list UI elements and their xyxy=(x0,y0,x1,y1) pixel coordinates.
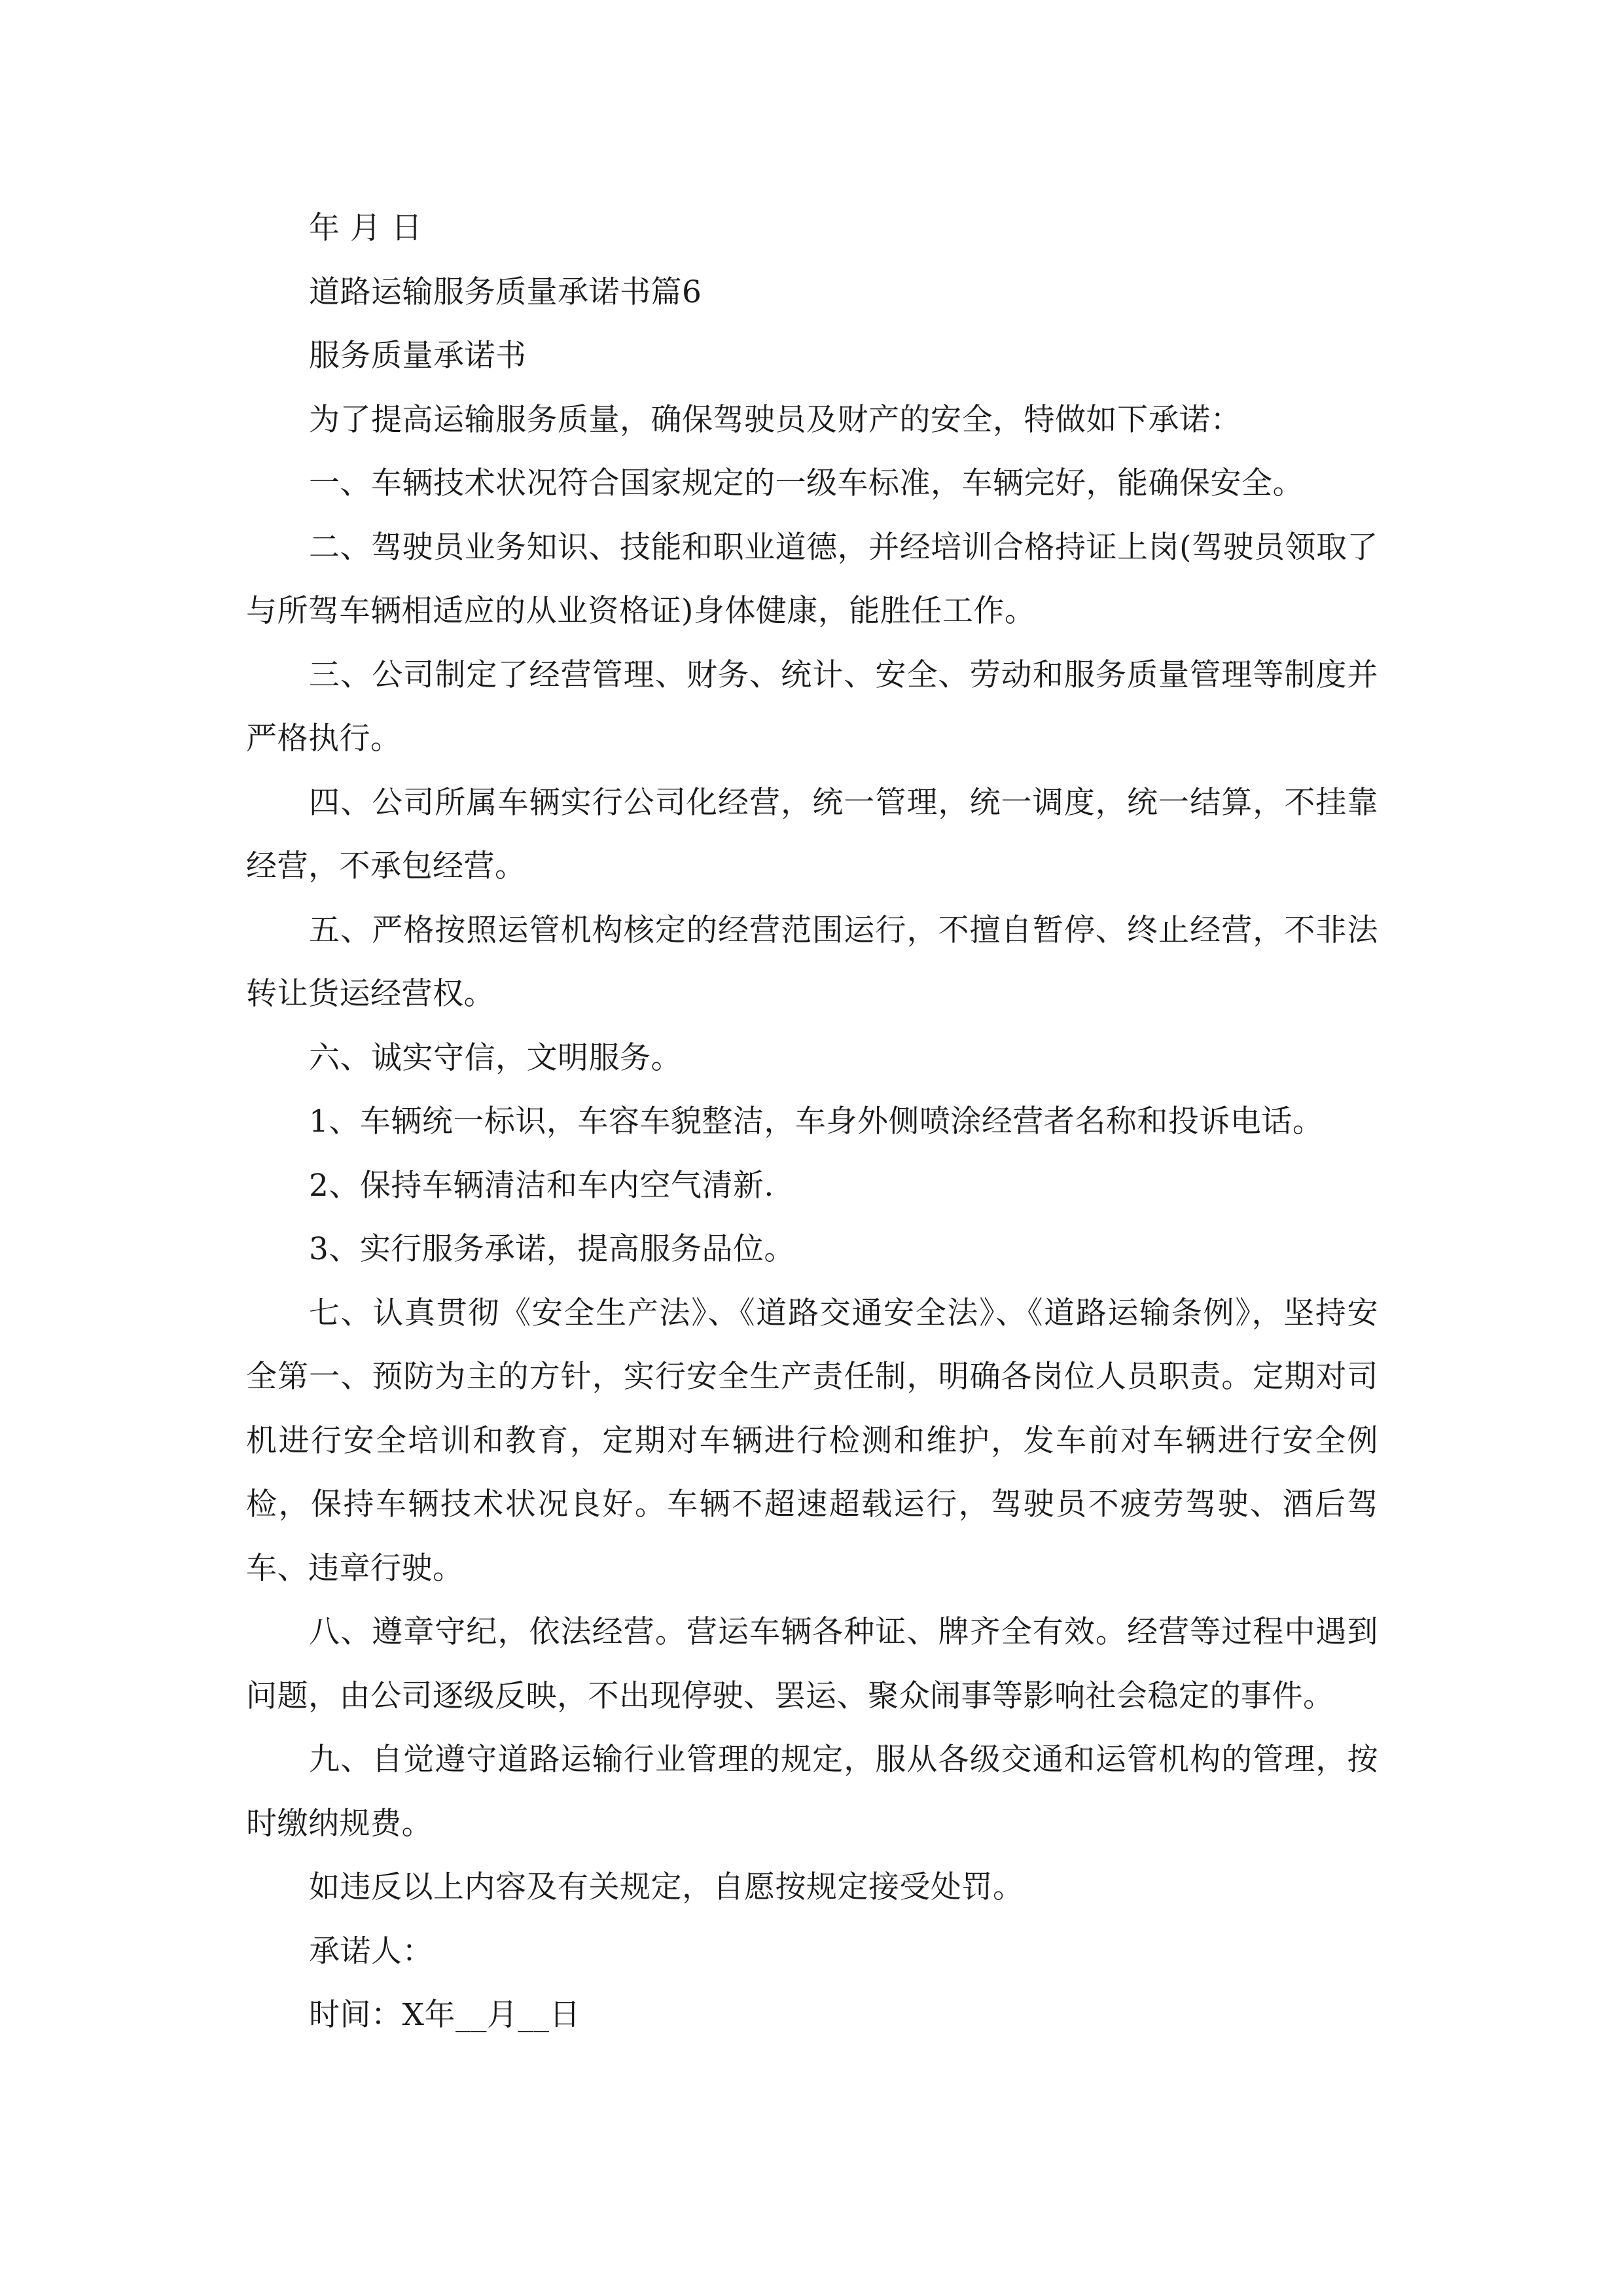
sub-clause-6-1: 1、车辆统一标识，车容车貌整洁，车身外侧喷涂经营者名称和投诉电话。 xyxy=(309,1103,1324,1139)
clause-7: 七、认真贯彻《安全生产法》、《道路交通安全法》、《道路运输条例》，坚持安全第一、预防为主的方针，实行安全生产责任制，明确各岗位人员职责。定期对司机进行安全培训和教育，定期对车辆进行检测和维护，发车前对车辆进行安全例检，保持车辆技术状况良好。车辆不超速超载运行，驾驶员不疲劳驾驶、酒后驾车、违章行驶。 xyxy=(246,1295,1378,1587)
penalty-statement: 如违反以上内容及有关规定，自愿按规定接受处罚。 xyxy=(309,1869,1024,1905)
clause-1: 一、车辆技术状况符合国家规定的一级车标准，车辆完好，能确保安全。 xyxy=(309,465,1304,501)
document-body xyxy=(246,196,1378,2047)
clause-6: 六、诚实守信，文明服务。 xyxy=(309,1039,682,1076)
sub-clause-6-3: 3、实行服务承诺，提高服务品位。 xyxy=(309,1231,795,1267)
clause-4: 四、公司所属车辆实行公司化经营，统一管理，统一调度，统一结算，不挂靠经营，不承包经营。 xyxy=(246,784,1378,884)
signatory-line: 承诺人： xyxy=(309,1933,433,1969)
clause-3: 三、公司制定了经营管理、财务、统计、安全、劳动和服务质量管理等制度并严格执行。 xyxy=(246,656,1378,757)
time-line: 时间：X年__月__日 xyxy=(309,1997,580,2033)
clause-8: 八、遵章守纪，依法经营。营运车辆各种证、牌齐全有效。经营等过程中遇到问题，由公司逐级反映，不出现停驶、罢运、聚众闹事等影响社会稳定的事件。 xyxy=(246,1614,1378,1714)
sub-clause-6-2: 2、保持车辆清洁和车内空气清新. xyxy=(309,1167,774,1204)
clause-2: 二、驾驶员业务知识、技能和职业道德，并经培训合格持证上岗(驾驶员领取了与所驾车辆相适应的从业资格证)身体健康，能胜任工作。 xyxy=(246,529,1378,629)
intro-paragraph: 为了提高运输服务质量，确保驾驶员及财产的安全，特做如下承诺： xyxy=(309,401,1241,438)
date-line: 年 月 日 xyxy=(309,210,423,246)
clause-9: 九、自觉遵守道路运输行业管理的规定，服从各级交通和运管机构的管理，按时缴纳规费。 xyxy=(246,1742,1378,1842)
clause-5: 五、严格按照运管机构核定的经营范围运行，不擅自暂停、终止经营，不非法转让货运经营权。 xyxy=(246,912,1378,1012)
document-title: 服务质量承诺书 xyxy=(309,338,527,374)
section-heading: 道路运输服务质量承诺书篇6 xyxy=(309,274,702,310)
